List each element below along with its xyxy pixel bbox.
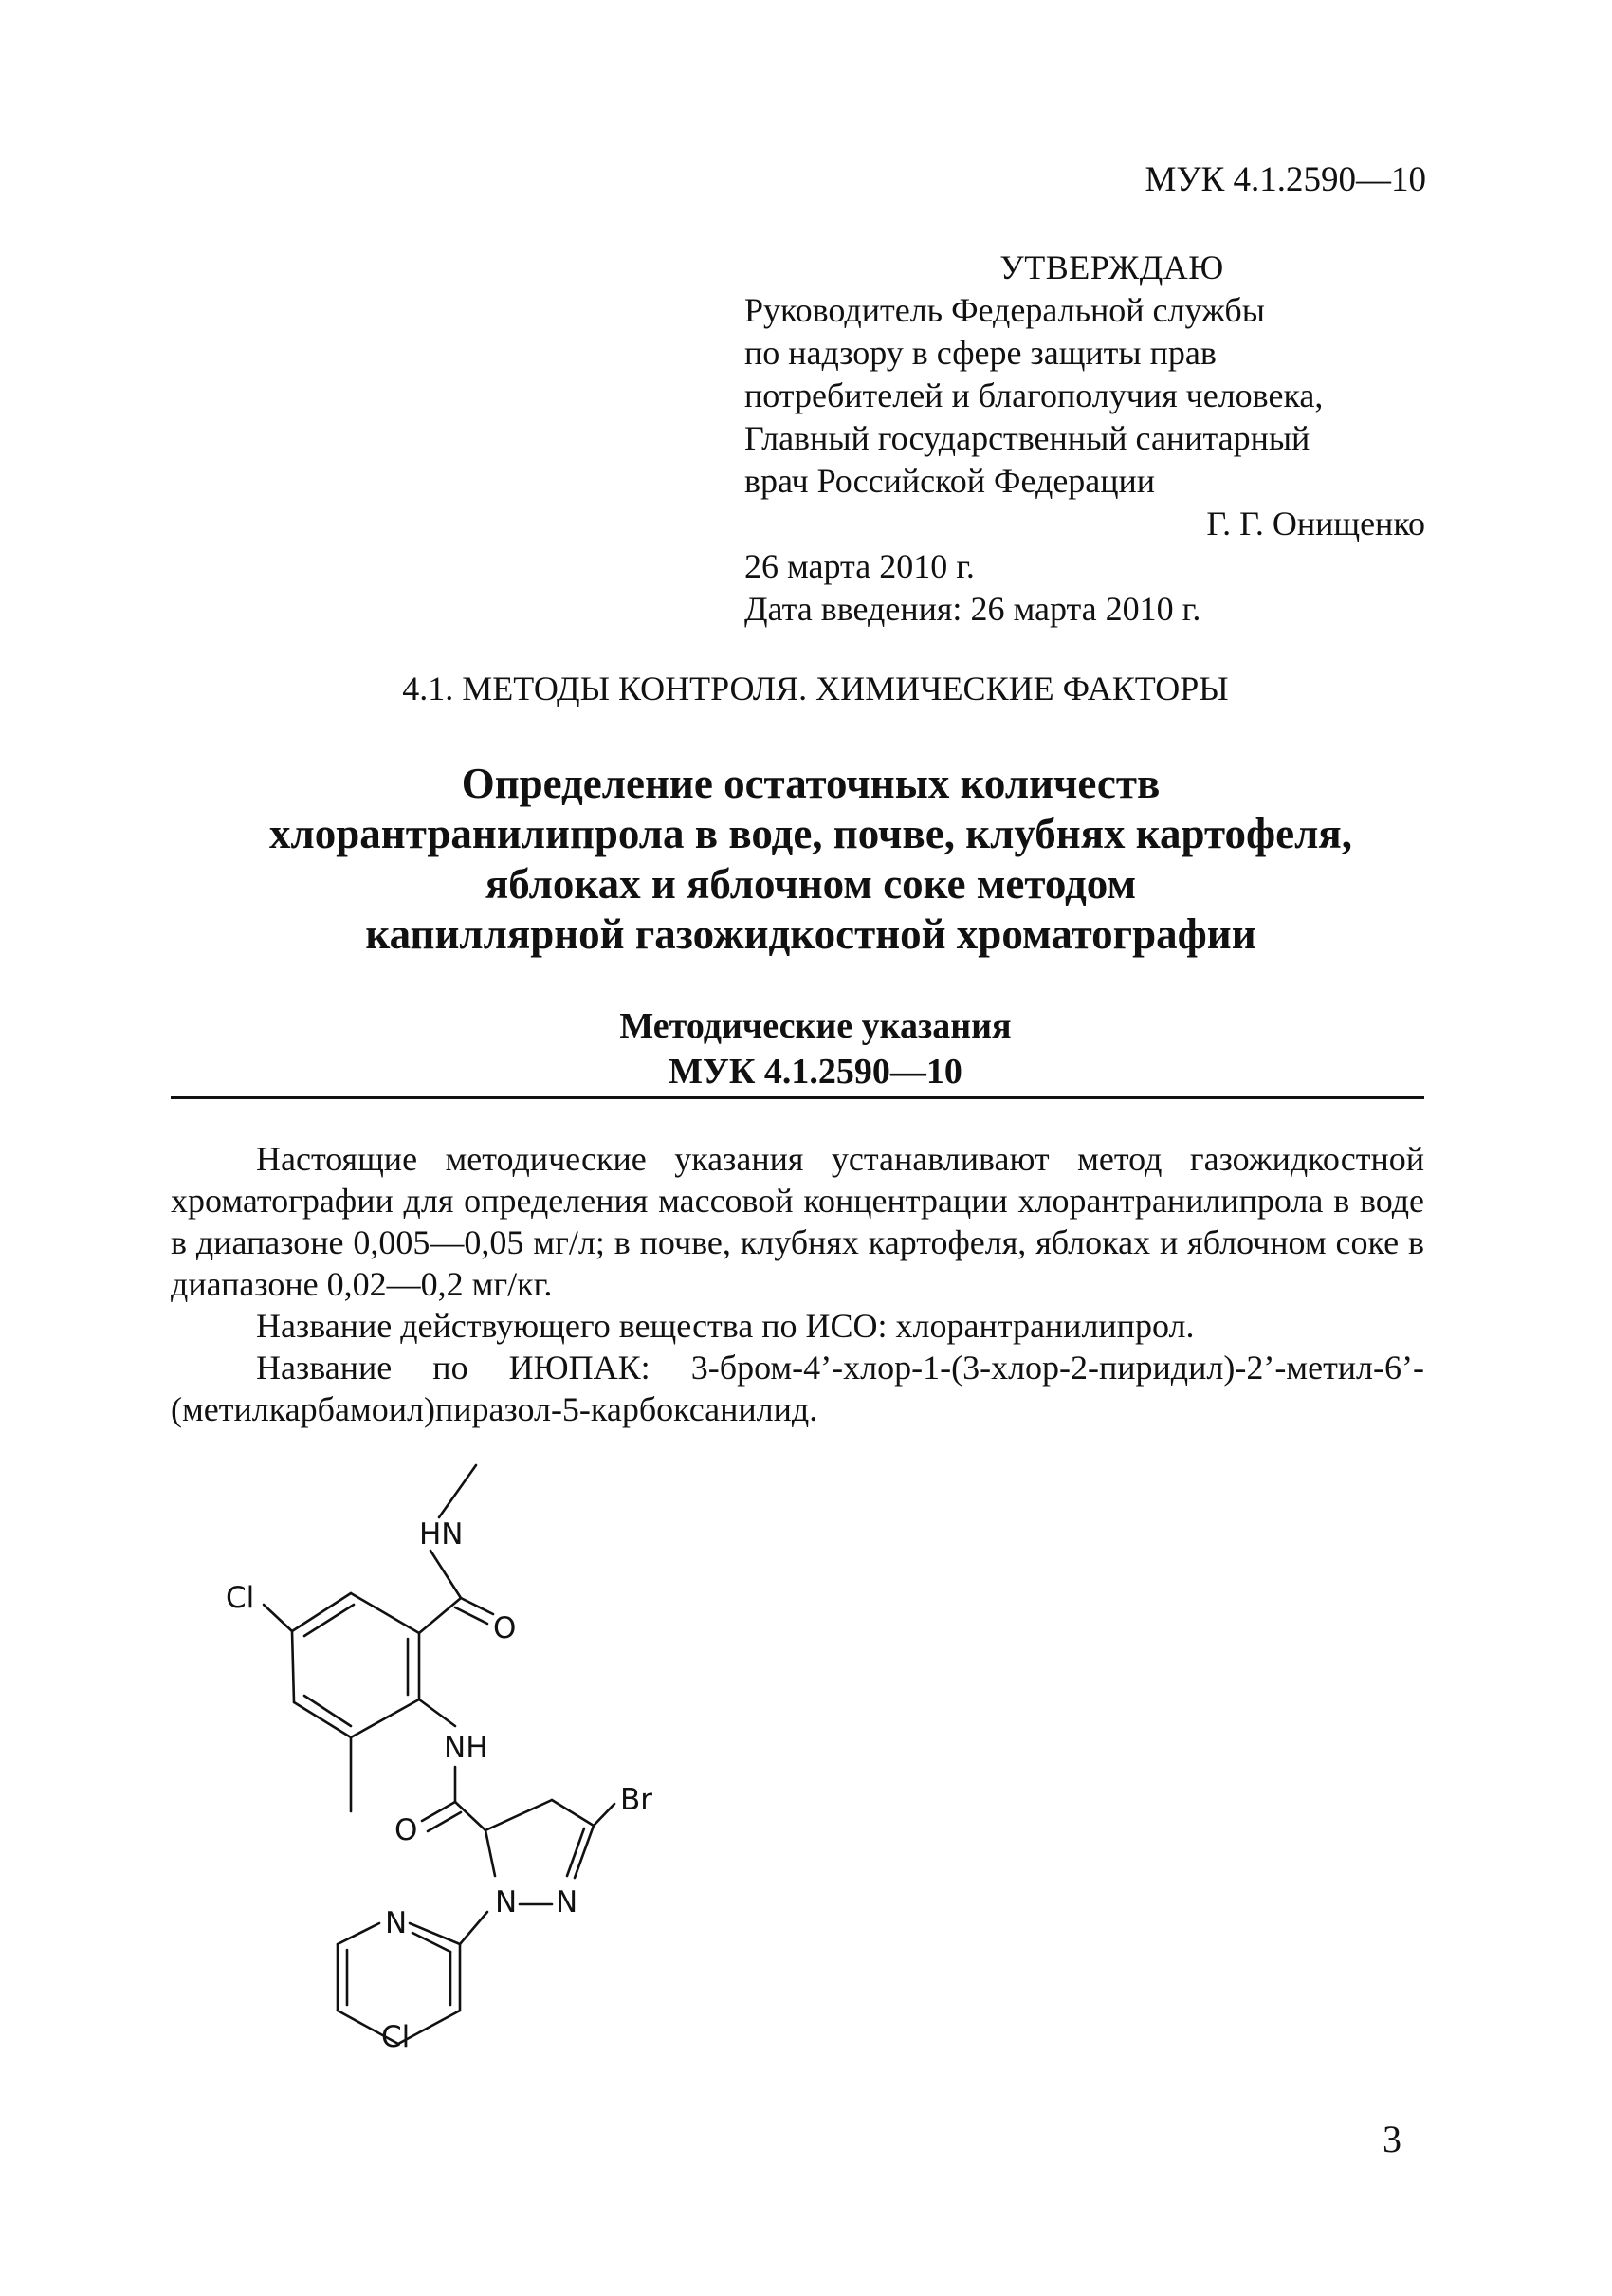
document-code: МУК 4.1.2590—10 [1145, 160, 1426, 199]
section-heading: 4.1. МЕТОДЫ КОНТРОЛЯ. ХИМИЧЕСКИЕ ФАКТОРЫ [402, 670, 1229, 707]
effective-date: 26 марта 2010 г. [970, 590, 1201, 628]
structure-label: HN [419, 1517, 464, 1552]
title-divider [171, 1096, 1424, 1099]
title-line: Определение остаточных количеств [461, 760, 1161, 807]
paragraph: Название по ИЮПАК: 3-бром-4’-хлор-1-(3-хлор-2-пиридил)-2’-метил-6’-(метилкарбамоил)пиразол-5-карбоксанилид. [171, 1349, 1424, 1428]
title-line: хлорантранилипрола в воде, почве, клубнях картофеля, [269, 810, 1352, 857]
structure-label: Cl [226, 1581, 255, 1615]
document-title [0, 759, 1612, 960]
subtitle-line: Методические указания [619, 1006, 1012, 1046]
effective-date-line [744, 588, 1432, 631]
paragraph: Название действующего вещества по ИСО: хлорантранилипрол. [256, 1307, 1195, 1345]
structure-label: N [556, 1885, 578, 1919]
approval-line: потребителей и благополучия человека, [744, 377, 1324, 414]
structure-label: O [394, 1813, 418, 1847]
body-text [171, 1138, 1424, 1430]
structure-label: N [495, 1885, 518, 1919]
document-subtitle [0, 1003, 1612, 1094]
approval-stamp: УТВЕРЖДАЮ [999, 248, 1224, 286]
approval-line: по надзору в сфере защиты прав [744, 334, 1217, 372]
approval-block [744, 247, 1432, 631]
chemical-structure [218, 1451, 749, 2048]
signatory-name: Г. Г. Онищенко [1206, 505, 1425, 542]
subtitle-code: МУК 4.1.2590—10 [669, 1052, 962, 1092]
approval-line: врач Российской Федерации [744, 462, 1156, 500]
structure-label: NH [444, 1731, 488, 1765]
paragraph: Настоящие методические указания устанавливают метод газожидкостной хроматографии для определения массовой концентрации хлорантранилипрола в воде в диапазоне 0,005—0,05 мг/л; в почве, клубнях картофеля, яблоках и яблочном соке в диапазоне 0,02—0,2 мг/кг. [171, 1140, 1424, 1303]
structure-label: O [493, 1611, 517, 1645]
effective-date-label: Дата введения: [744, 590, 962, 628]
structure-label: Br [620, 1783, 653, 1817]
approval-date: 26 марта 2010 г. [744, 547, 975, 585]
page-number: 3 [1383, 2118, 1401, 2160]
title-line: капиллярной газожидкостной хроматографии [365, 910, 1256, 958]
structure-label: Cl [381, 2020, 411, 2048]
structure-label: N [385, 1906, 408, 1940]
approval-line: Главный государственный санитарный [744, 419, 1310, 457]
title-line: яблоках и яблочном соке методом [485, 860, 1137, 908]
approval-line: Руководитель Федеральной службы [744, 291, 1265, 329]
